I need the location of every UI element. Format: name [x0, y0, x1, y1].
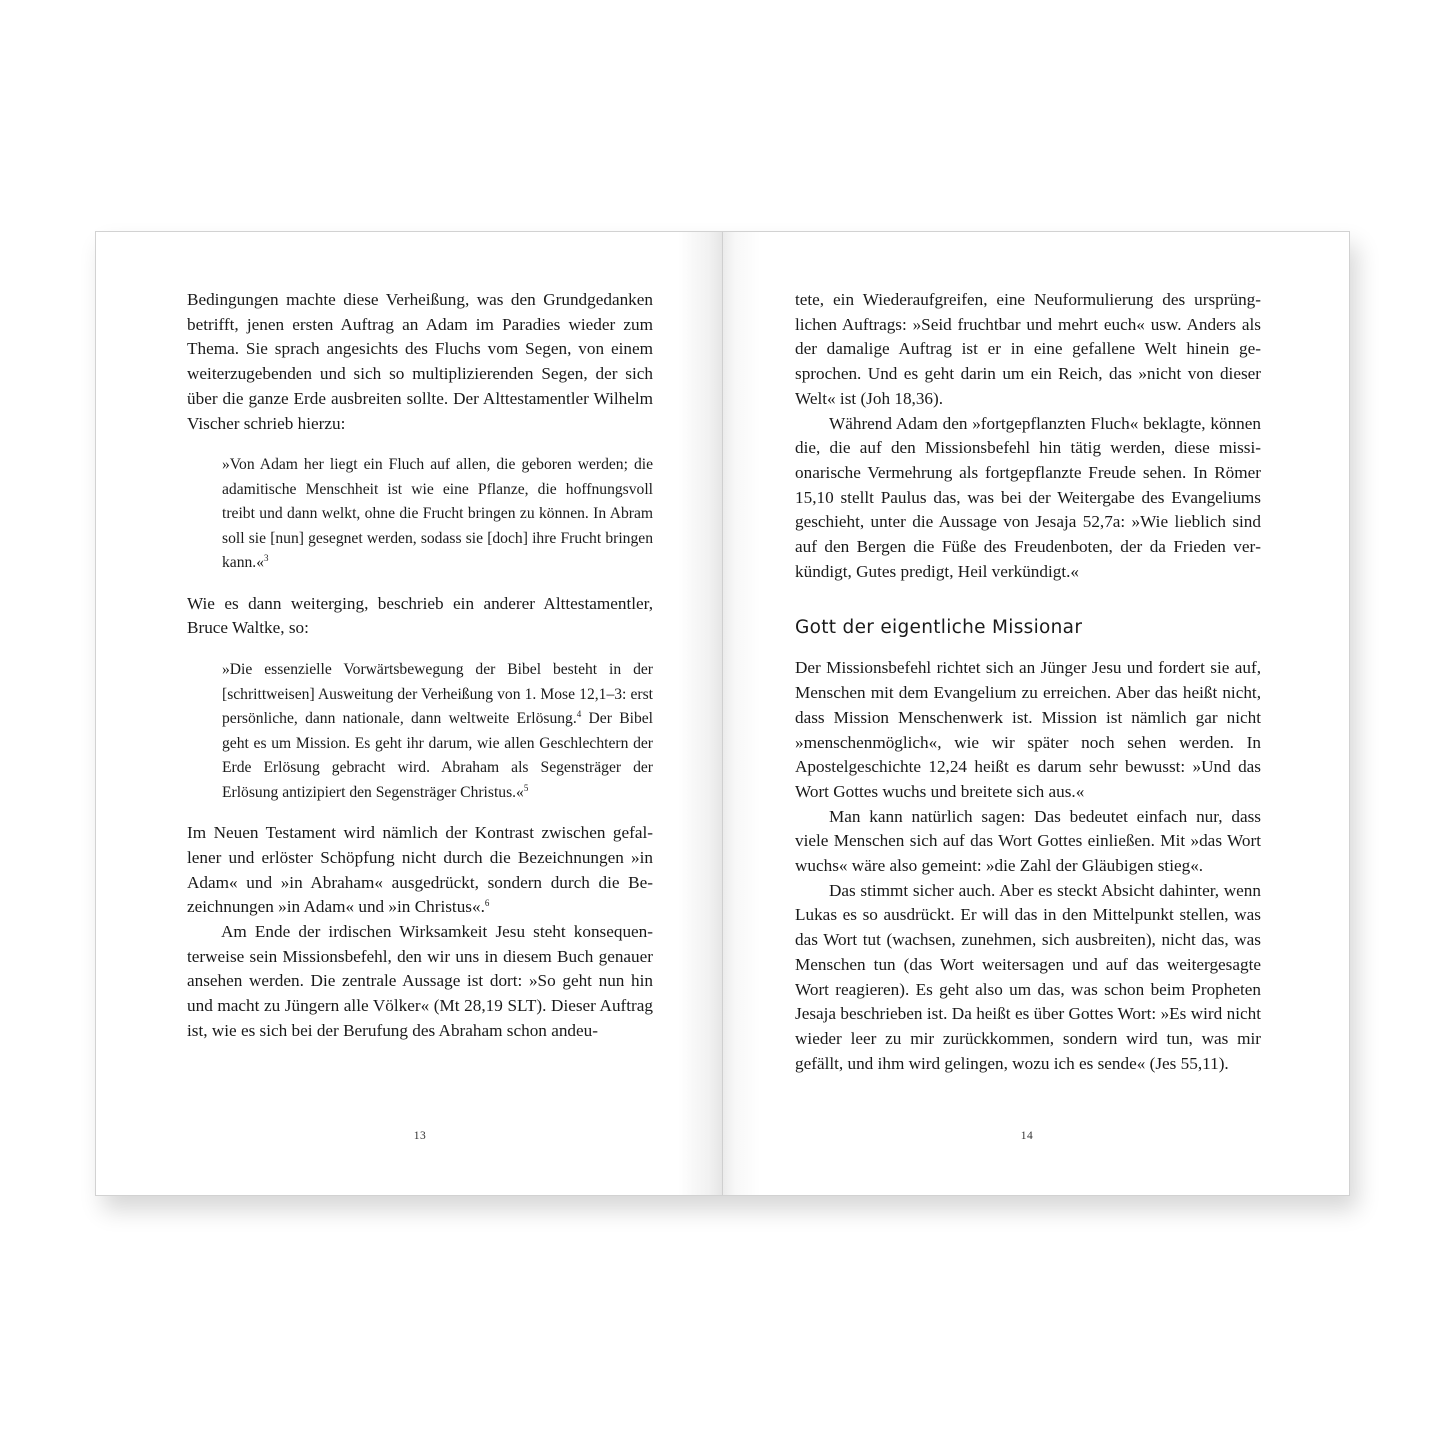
footnote-marker: 3 — [264, 553, 269, 564]
block-quote — [222, 658, 653, 805]
left-page — [95, 231, 722, 1196]
quote-body: Der Bibel geht es um Mission. Es geht ihr darum, wie allen Geschlechtern der Erde Erlösung gebracht wird. Abraham als Segensträger der Erlösung antizipiert den Segensträger Christus.« — [222, 710, 653, 801]
left-text-block — [187, 288, 653, 1043]
footnote-marker: 6 — [484, 898, 490, 909]
quote-text — [222, 453, 653, 576]
page-number: 13 — [413, 1130, 427, 1142]
paragraph-text: Im Neuen Testament wird nämlich der Kontrast zwischen gefallener und erlöster Schöpfung nicht durch die Bezeichnungen »in Adam« und »in Abraham« ausgedrückt, sondern durch die Bezeichnungen »in Adam« und »in Christus«. — [187, 823, 653, 917]
body-paragraph: Bedingungen machte diese Verheißung, was den Grundgedanken betrifft, jenen ersten Auftrag an Adam im Paradies wieder zum Thema. Sie sprach angesichts des Fluchs vom Segen, von einem weiterzugebenden und sich so multiplizierenden Segen, der sich über die ganze Erde ausbreiten sollte. Der Alttestamentler Wilhelm Vischer schrieb hierzu: — [187, 290, 653, 433]
body-paragraph: Am Ende der irdischen Wirksamkeit Jesu steht konsequenterweise sein Missionsbefehl, den wir uns in diesem Buch genauer ansehen werden. Die zentrale Aussage ist dort: »So geht nun hin und macht zu Jüngern alle Völker« (Mt 28,19 SLT). Dieser Auftrag ist, wie es sich bei der Berufung des Abraham schon andeu- — [187, 921, 653, 1040]
body-paragraph: Wie es dann weiterging, beschrieb ein anderer Alttestamentler, Bruce Waltke, so: — [187, 593, 653, 638]
quote-body: »Von Adam her liegt ein Fluch auf allen, die geboren werden; die adamitische Menschheit ist wie eine Pflanze, die hoffnungsvoll treibt und dann welkt, ohne die Frucht bringen zu können. In Abram soll sie [nun] gesegnet werden, sodass sie [doch] ihre Frucht bringen kann.« — [222, 456, 653, 572]
right-page — [722, 231, 1350, 1196]
quote-body: »Die essenzielle Vorwärtsbewegung der Bibel besteht in der [schrittweisen] Ausweitung der Verheißung von 1. Mose 12,1–3: erst persönliche, dann nationale, dann weltweite Erlösung. — [222, 661, 653, 728]
body-paragraph: Der Missionsbefehl richtet sich an Jünger Jesu und fordert sie auf, Menschen mit dem Evangelium zu erreichen. Aber das heißt nicht, dass Mission Menschenwerk ist. Mission ist nämlich gar nicht »menschenmöglich«, wie wir später noch sehen werden. In Apostelgeschichte 12,24 heißt es darum sehr bewusst: »Und das Wort Gottes wuchs und breitete sich aus.« — [795, 658, 1261, 801]
body-paragraph: tete, ein Wiederaufgreifen, eine Neuformulierung des ursprünglichen Auftrags: »Seid fruchtbar und mehrt euch« usw. Anders als der damalige Auftrag ist er in eine gefallene Welt hinein gesprochen. Und es geht darin um ein Reich, das »nicht von dieser Welt« ist (Joh 18,36). — [795, 290, 1261, 408]
right-text-block — [795, 288, 1261, 1076]
body-paragraph — [187, 821, 653, 920]
body-paragraph: Man kann natürlich sagen: Das bedeutet einfach nur, dass viele Menschen sich auf das Wort Gottes einließen. Mit »das Wort wuchs« wäre also gemeint: »die Zahl der Gläubigen stieg«. — [795, 806, 1261, 876]
footnote-marker: 4 — [576, 709, 582, 720]
block-quote — [222, 453, 653, 576]
footnote-marker: 5 — [523, 782, 529, 793]
body-paragraph: Das stimmt sicher auch. Aber es steckt Absicht dahinter, wenn Lukas es so ausdrückt. Er will das in den Mittelpunkt stellen, was das Wort tut (wachsen, zunehmen, sich ausbreiten), nicht das, was Menschen tun (das Wort weitersagen und auf das weitergesagte Wort reagieren). Es geht also um das, was schon beim Propheten Jesaja beschrieben ist. Da heißt es über Gottes Wort: »Es wird nicht wieder leer zu mir zurückkommen, sondern wird tun, was mir gefällt, und ihm wird gelingen, wozu ich es sende« (Jes 55,11). — [795, 880, 1261, 1073]
book-spread — [95, 231, 1349, 1196]
quote-text — [222, 658, 653, 805]
section-heading: Gott der eigentliche Missionar — [795, 617, 1083, 639]
body-paragraph: Während Adam den »fortgepflanzten Fluch« beklagte, können die, die auf den Missionsbefehl hin tätig werden, diese missionarische Vermehrung als fortgepflanzte Freude sehen. In Römer 15,10 stellt Paulus das, was bei der Weitergabe des Evangeliums geschieht, unter die Aussage von Jesaja 52,7a: »Wie lieblich sind auf den Bergen die Füße des Freudenboten, der da Frieden verkündigt, Gutes predigt, Heil verkündigt.« — [795, 413, 1261, 581]
page-number: 14 — [1020, 1130, 1034, 1142]
